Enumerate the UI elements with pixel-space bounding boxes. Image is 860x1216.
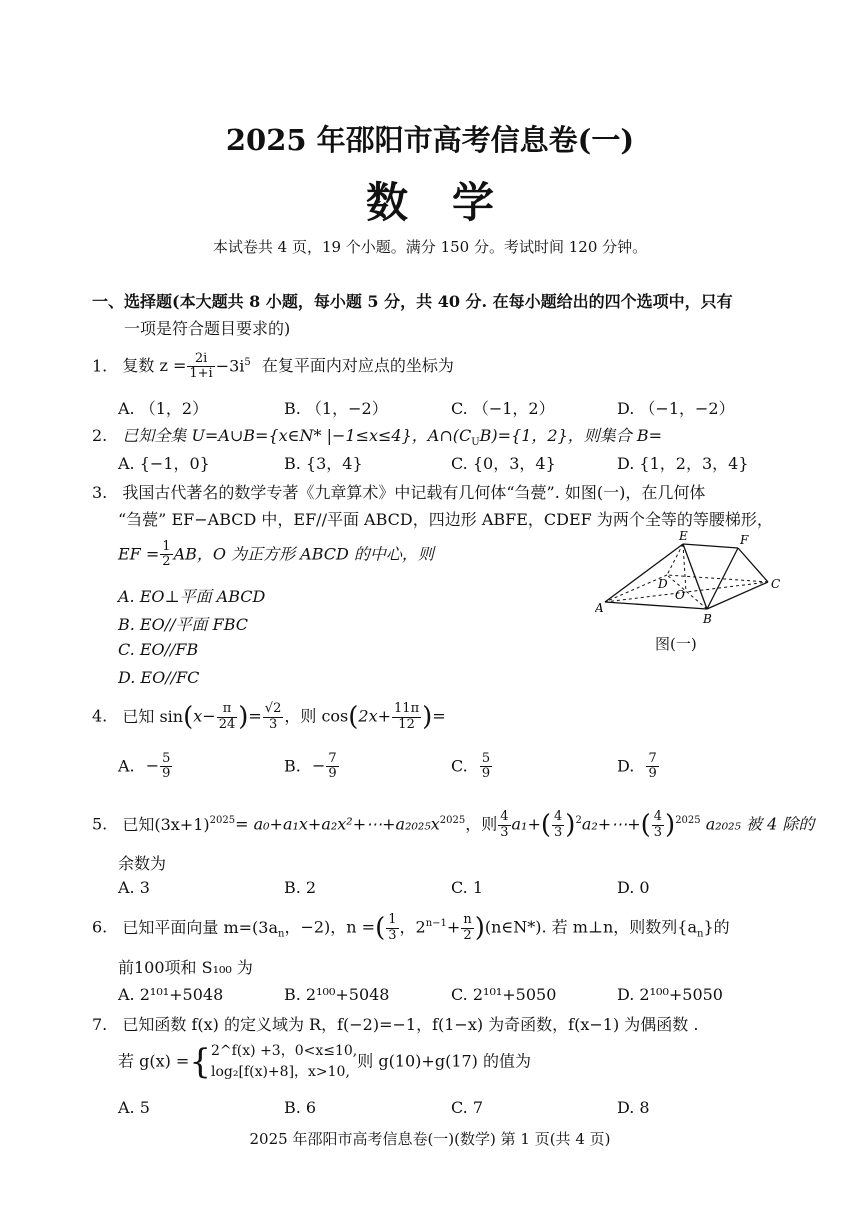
q6-pre: 已知平面向量 m=(3a: [122, 917, 278, 937]
q6-exp: n−1: [425, 918, 447, 930]
question-4: 4. 已知 sin(x− $\frac{\pi}{24}$ )= $\frac{√2}{3}$ ，则 cos(2x+ $\frac{11\pi}{12}$ )=: [92, 701, 446, 732]
q5-option-a[interactable]: A. 3: [118, 878, 150, 897]
q6-post2: }的: [703, 917, 730, 937]
q5-line2: 余数为: [118, 854, 167, 873]
q6-f2-den: 2: [463, 927, 472, 943]
q7-post: 则 g(10)+g(17) 的值为: [357, 1051, 532, 1071]
label-f: F: [740, 533, 749, 547]
q3-line3-pre: EF =: [118, 544, 160, 564]
q2-text2: B)={1，2}，则集合 B=: [479, 426, 663, 445]
q5-option-c[interactable]: C. 1: [451, 878, 484, 897]
question-3: [92, 480, 705, 503]
q7-option-a[interactable]: A. 5: [118, 1098, 150, 1117]
q7-option-d[interactable]: D. 8: [617, 1098, 650, 1117]
q1-frac-num: 2i: [187, 352, 214, 367]
q2-option-b[interactable]: B. {3，4}: [284, 454, 363, 473]
q2-subscript: U: [471, 437, 480, 449]
edge-ea: [605, 544, 683, 602]
q5-exp: 2025: [209, 815, 236, 827]
q5-frac-c: $\frac{4}{3}$: [653, 809, 663, 840]
chumeng-diagram: [595, 530, 785, 630]
q3-line3-post: AB，O 为正方形 ABCD 的中心，则: [173, 544, 434, 564]
q3-option-d[interactable]: D. EO//FC: [118, 668, 200, 687]
q5-option-d[interactable]: D. 0: [617, 878, 650, 897]
q3-option-a[interactable]: A. EO⊥平面 ABCD: [118, 587, 266, 606]
q4-frac2: [263, 702, 284, 732]
q6-mid2: ，2: [399, 917, 426, 937]
q6-post: (n∈N*). 若 m⊥n，则数列{a: [484, 917, 697, 937]
q4-f1-den: 24: [218, 716, 236, 732]
option-den: 9: [328, 766, 337, 782]
label-o: O: [675, 588, 685, 602]
q1-option-c[interactable]: C. （−1，2）: [451, 399, 555, 418]
q5-option-b[interactable]: B. 2: [284, 878, 317, 897]
q4-prefix: 已知 sin: [122, 706, 184, 726]
q1-option-b[interactable]: B. （1，−2）: [284, 399, 388, 418]
q6-option-a[interactable]: A. 2¹⁰¹+5048: [118, 985, 224, 1004]
question-number: 3.: [92, 483, 108, 502]
q4-f2-num: √2: [264, 701, 282, 717]
q1-term: −3i: [215, 356, 245, 376]
q4-equals: =: [248, 706, 262, 726]
question-1: [92, 352, 454, 382]
exam-info: 本试卷共 4 页，19 个小题。满分 150 分。考试时间 120 分钟。: [212, 238, 648, 256]
q7-brace: {: [189, 1042, 211, 1082]
edge-ab: [605, 602, 707, 609]
page-footer: 2025 年邵阳市高考信息卷(一)(数学) 第 1 页(共 4 页): [249, 1130, 611, 1148]
q6-frac2: [461, 913, 473, 943]
q6-option-c[interactable]: C. 2¹⁰¹+5050: [451, 985, 557, 1004]
option-fraction: [480, 752, 492, 782]
q7-case1: 2^f(x) +3，0<x≤10,: [210, 1043, 358, 1059]
option-label: B.: [284, 756, 301, 776]
q4-option-b[interactable]: [284, 752, 340, 782]
option-den: 9: [481, 766, 491, 782]
q3-option-b[interactable]: B. EO//平面 FBC: [118, 615, 248, 634]
q5-text: 已知(3x+1): [122, 814, 210, 834]
q7-line1: 已知函数 f(x) 的定义域为 R，f(−2)=−1，f(1−x) 为奇函数，f(x−1) 为偶函数 .: [122, 1015, 699, 1034]
geometry-figure: [595, 530, 785, 630]
q4-option-d[interactable]: [617, 752, 660, 782]
q5-frac-a: $\frac{4}{3}$: [500, 809, 509, 840]
label-e: E: [679, 530, 688, 543]
q3-frac-num: 1: [162, 539, 171, 554]
q6-option-d[interactable]: D. 2¹⁰⁰+5050: [617, 985, 723, 1004]
section-heading: [92, 289, 733, 312]
q6-f2-num: n: [463, 912, 472, 928]
question-number: 1.: [92, 356, 108, 376]
q3-line2: “刍甍” EF−ABCD 中，EF//平面 ABCD，四边形 ABFE，CDEF 为两个全等的等腰梯形，: [118, 510, 773, 529]
q7-option-c[interactable]: C. 7: [451, 1098, 484, 1117]
q2-option-d[interactable]: D. {1，2，3，4}: [617, 454, 749, 473]
q1-prefix: 复数 z =: [122, 356, 187, 376]
q7-option-b[interactable]: B. 6: [284, 1098, 317, 1117]
q6-sub: n: [278, 928, 285, 940]
q6-f1-num: 1: [388, 912, 397, 928]
question-number: 6.: [92, 917, 108, 937]
question-number: 2.: [92, 426, 108, 445]
q1-frac-den: 1+i: [189, 366, 213, 382]
option-label: A.: [118, 756, 135, 776]
q1-fraction: [187, 352, 214, 382]
q6-line2: 前100项和 S₁₀₀ 为: [118, 958, 253, 977]
q4-option-a[interactable]: [118, 752, 173, 782]
q4-f2-den: 3: [268, 716, 278, 732]
section-heading-line2: 一项是符合题目要求的): [124, 319, 291, 338]
option-sign: −: [145, 756, 160, 776]
q1-option-d[interactable]: D. （−1，−2）: [617, 399, 735, 418]
q5-exp2: 2025: [439, 815, 466, 827]
q7-case2: log₂[f(x)+8]，x>10,: [210, 1064, 350, 1080]
q4-f3-num: 11π: [394, 701, 420, 717]
option-num: 5: [481, 751, 491, 766]
q4-arg1: x−: [193, 706, 216, 726]
option-num: 7: [648, 751, 657, 766]
q4-f3-den: 12: [398, 716, 415, 732]
section-heading-line1: 一、选择题(本大题共 8 小题，每小题 5 分，共 40 分. 在每小题给出的四个选项中，只有: [92, 292, 733, 311]
label-d: D: [658, 577, 668, 591]
q3-line1: 我国古代著名的数学专著《九章算术》中记载有几何体“刍甍”. 如图(一)，在几何体: [122, 483, 706, 502]
option-num: 7: [328, 751, 337, 766]
q1-exponent: 5: [244, 356, 251, 368]
question-2: [92, 423, 662, 448]
q3-fraction: [160, 540, 172, 570]
edge-eb: [683, 544, 707, 609]
q6-plus: +: [446, 917, 461, 937]
q4-option-c[interactable]: [451, 752, 493, 782]
q3-frac-den: 2: [162, 554, 171, 570]
label-c: C: [771, 577, 781, 591]
q6-sub2: n: [696, 928, 704, 940]
question-7: [92, 1012, 698, 1035]
q7-line2: [118, 1041, 531, 1083]
edge-ed: [667, 544, 683, 575]
q4-f1-num: π: [217, 702, 238, 717]
edge-fc: [738, 548, 768, 582]
q4-arg2: 2x+: [358, 706, 392, 726]
q5-text3: ，则: [465, 814, 498, 834]
q6-frac1: [386, 913, 398, 943]
question-5: 5. 已知$(3x+1)^{2025}=$ $a_0+a_1x+a_2x^2+\cdots+a_{2025}x^{2025}$，则 $\frac{4}{3}$ a₁+( $\frac{4}{3}$ )$^2$a₂+⋯+( $\frac{4}{3}$ )$^{2025}$ a₂₀₂₅ 被 4 除的: [92, 809, 815, 840]
option-label: D.: [617, 756, 635, 776]
edge-cd: [667, 575, 768, 582]
q5-text2: = a₀+a₁x+a₂x²+⋯+a₂₀₂₅x: [235, 814, 440, 834]
option-den: 9: [162, 766, 171, 782]
q3-line3: [118, 540, 434, 570]
q5-frac-b: $\frac{4}{3}$: [554, 809, 563, 840]
question-number: 7.: [92, 1015, 108, 1034]
q2-option-a[interactable]: A. {−1，0}: [118, 454, 210, 473]
q2-option-c[interactable]: C. {0，3，4}: [451, 454, 556, 473]
q6-f1-den: 3: [388, 927, 397, 943]
option-sign: −: [311, 756, 326, 776]
q2-text: 已知全集 U=A∪B={x∈N* |−1≤x≤4}，A∩(C: [122, 426, 472, 445]
q4-frac1: [217, 702, 238, 732]
option-label: C.: [451, 756, 468, 776]
q3-option-c[interactable]: C. EO//FB: [118, 640, 199, 659]
question-number: 4.: [92, 706, 108, 726]
q7-pre: 若 g(x) =: [118, 1051, 190, 1071]
label-b: B: [703, 612, 712, 626]
label-a: A: [595, 601, 604, 615]
option-fraction: [326, 752, 338, 782]
q1-text: 在复平面内对应点的坐标为: [261, 356, 454, 376]
q4-mid: ，则 cos: [284, 706, 349, 726]
figure-caption: 图(一): [655, 635, 697, 653]
q5-tail: a₂₀₂₅ 被 4 除的: [705, 814, 815, 834]
question-6: 6. 已知平面向量 $m=(3a_n$，−2)，n =( $\frac{1}{3}$ ，$2^{n-1}+$ $\frac{n}{2}$ )(n∈N*). 若 m⊥n，则数列$\{a_n\}$的: [92, 912, 730, 943]
q1-option-a[interactable]: A. （1，2）: [118, 399, 209, 418]
subject-title: 数学: [365, 178, 538, 227]
option-fraction: [160, 752, 172, 782]
q6-mid: ，−2)，n =: [284, 917, 376, 937]
edge-ef: [683, 544, 738, 548]
question-number: 5.: [92, 814, 108, 834]
q4-post: =: [432, 706, 446, 726]
option-den: 9: [648, 766, 657, 782]
option-num: 5: [162, 751, 171, 766]
q4-frac3: [392, 702, 421, 732]
q6-option-b[interactable]: B. 2¹⁰⁰+5048: [284, 985, 390, 1004]
option-fraction: [646, 752, 658, 782]
exam-title: 2025 年邵阳市高考信息卷(一): [225, 123, 635, 157]
q7-cases: [211, 1041, 357, 1083]
